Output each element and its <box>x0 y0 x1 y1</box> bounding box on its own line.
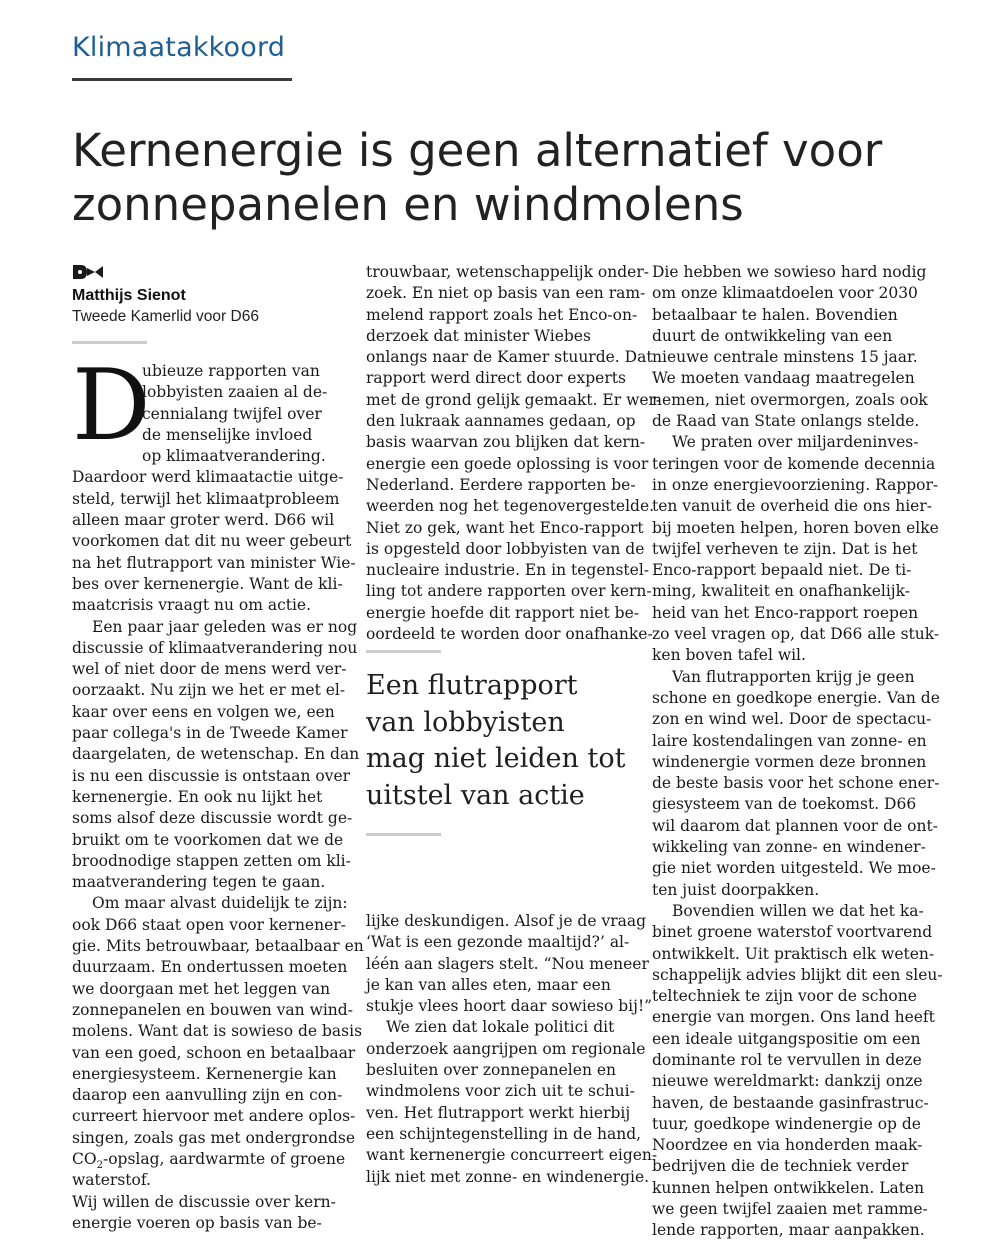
text-line: de beste basis voor het schone ener- <box>652 774 940 793</box>
text-line: laire kostendalingen van zonne- en <box>652 731 927 750</box>
text-line: oorzaakt. Nu zijn we het er met el- <box>72 681 346 700</box>
text-line: kunnen helpen ontwikkelen. Laten <box>652 1178 925 1197</box>
text-line: bruikt om te voorkomen dat we de <box>72 830 344 849</box>
headline <box>72 124 952 232</box>
text-line: zonnepanelen en bouwen van wind- <box>72 1000 353 1019</box>
text-line: trouwbaar, wetenschappelijk onder- <box>366 263 649 281</box>
text-line: energie van morgen. Ons land heeft <box>652 1008 935 1027</box>
text-line: de Raad van State onlangs stelde. <box>652 412 920 431</box>
text-line: binet groene waterstof voortvarend <box>652 923 933 942</box>
text-line: We praten over miljardeninves- <box>672 433 919 452</box>
text-line: een schijntegenstelling in de hand, <box>366 1124 642 1143</box>
text-line: energie een goede oplossing is voor <box>366 454 649 473</box>
text-line: Van flutrapporten krijg je geen <box>672 667 915 686</box>
text-line: lijke deskundigen. Alsof je de vraag <box>366 912 647 930</box>
text-line: paar collega's in de Tweede Kamer <box>72 724 348 743</box>
text-line: waterstof. <box>72 1171 151 1190</box>
text-line: giesysteem van de toekomst. D66 <box>652 795 917 814</box>
pullquote-line: Een flutrapport <box>366 670 578 701</box>
text-line: betaalbaar te halen. Bovendien <box>652 305 898 324</box>
text-line: maatcrisis vraagt nu om actie. <box>72 596 312 615</box>
text-line: ling tot andere rapporten over kern- <box>366 582 652 601</box>
text-line: met de grond gelijk gemaakt. Er wer- <box>366 390 662 409</box>
text-line: Die hebben we sowieso hard nodig <box>652 263 927 281</box>
text-line: lobbyisten zaaien al de- <box>142 383 328 402</box>
author-name: Matthijs Sienot <box>72 287 186 304</box>
text-line: windmolens voor zich uit te schui- <box>366 1082 635 1101</box>
text-line: rapport werd direct door experts <box>366 369 626 388</box>
text-line: in onze energievoorziening. Rappor- <box>652 475 939 494</box>
text-line: Wij willen de discussie over kern- <box>72 1192 336 1211</box>
text-line: dominante rol te vervullen in deze <box>652 1050 922 1069</box>
text-line: ming, kwaliteit en onafhankelijk- <box>652 582 910 601</box>
pullquote-line: mag niet leiden tot <box>366 743 626 774</box>
text-line: Om maar alvast duidelijk te zijn: <box>92 894 348 913</box>
text-line: lende rapporten, maar aanpakken. <box>652 1221 925 1240</box>
text-line: om onze klimaatdoelen voor 2030 <box>652 284 918 303</box>
text-line: na het flutrapport van minister Wie- <box>72 553 356 572</box>
text-line: ten juist doorpakken. <box>652 880 820 899</box>
text-line: kaar over eens en volgen we, een <box>72 702 335 721</box>
text-line: Daardoor werd klimaatactie uitge- <box>72 468 344 487</box>
pullquote-rule-bottom <box>366 833 441 836</box>
text-line: nucleaire industrie. En in tegenstel- <box>366 561 650 580</box>
text-line: ven. Het flutrapport werkt hierbij <box>366 1103 631 1122</box>
text-line: haven, de bestaande gasinfrastruc- <box>652 1093 929 1112</box>
text-line: duurt de ontwikkeling van een <box>652 326 893 345</box>
text-line: Niet zo gek, want het Enco-rapport <box>366 518 644 537</box>
text-line: wel of niet door de mens werd ver- <box>72 660 347 679</box>
text-line: ken boven tafel wil. <box>652 646 806 665</box>
text-line: molens. Want dat is sowieso de basis <box>72 1022 363 1041</box>
headline-line: zonnepanelen en windmolens <box>72 178 744 231</box>
text-line: ontwikkelt. Uit praktisch elk weten- <box>652 944 935 963</box>
text-line: weerden nog het tegenovergestelde. <box>366 497 655 516</box>
text-line: ‘Wat is een gezonde maaltijd?’ al- <box>366 933 630 952</box>
text-line: duurzaam. En ondertussen moeten <box>72 958 348 977</box>
text-line: nemen, niet overmorgen, zoals ook <box>652 390 928 409</box>
text-line: gie niet worden uitgesteld. We moe- <box>652 859 936 878</box>
text-line: want kernenergie concurreert eigen- <box>366 1146 658 1165</box>
text-line: van een goed, schoon en betaalbaar <box>72 1043 356 1062</box>
text-line: we geen twijfel zaaien met ramme- <box>652 1200 928 1219</box>
text-line: bedrijven die de techniek verder <box>652 1157 909 1176</box>
text-line: wil daarom dat plannen voor de ont- <box>652 816 938 835</box>
text-line: tuur, goedkope windenergie op de <box>652 1114 921 1133</box>
text-line: zoek. En niet op basis van een ram- <box>366 284 646 303</box>
text-fragment: -opslag, aardwarmte of groene <box>102 1149 346 1168</box>
article-column-2-top <box>366 262 662 645</box>
text-line: stukje vlees hoort daar sowieso bij!” <box>366 997 653 1016</box>
article-column-2-bottom <box>366 911 658 1188</box>
pullquote-line: uitstel van actie <box>366 779 585 811</box>
text-line: léén aan slagers stelt. “Nou meneer <box>366 954 649 973</box>
text-line: voorkomen dat dit nu weer gebeurt <box>72 532 352 551</box>
pen-nib-icon <box>72 263 104 281</box>
text-line: heid van het Enco-rapport roepen <box>652 603 919 622</box>
text-line: twijfel verheven te zijn. Dat is het <box>652 539 918 558</box>
text-line: op klimaatverandering. <box>142 447 326 466</box>
section-rule <box>72 78 292 81</box>
text-line: daargelaten, de wetenschap. En dan <box>72 745 360 764</box>
text-line: we doorgaan met het leggen van <box>72 979 331 998</box>
text-line: steld, terwijl het klimaatprobleem <box>72 489 340 508</box>
text-line: singen, zoals gas met ondergrondse <box>72 1128 355 1147</box>
text-line: besluiten over zonnepanelen en <box>366 1061 617 1080</box>
text-line: Een paar jaar geleden was er nog <box>92 617 358 636</box>
text-line: derzoek dat minister Wiebes <box>366 326 591 345</box>
text-line: ook D66 staat open voor kernener- <box>72 915 346 934</box>
text-line: basis waarvan zou blijken dat kern- <box>366 433 646 452</box>
text-line: den lukraak aannames gedaan, op <box>366 412 636 431</box>
text-line: ten vanuit de overheid die ons hier- <box>652 497 932 516</box>
text-line: de menselijke invloed <box>142 425 313 444</box>
text-line: Enco-rapport bepaald niet. De ti- <box>652 561 912 580</box>
author-role: Tweede Kamerlid voor D66 <box>72 308 259 325</box>
co2-label: CO <box>72 1149 97 1168</box>
text-line: energie voeren op basis van be- <box>72 1213 322 1232</box>
text-line: daarop een aanvulling zijn en con- <box>72 1086 343 1105</box>
text-line: melend rapport zoals het Enco-on- <box>366 305 638 324</box>
drop-cap: D <box>72 349 151 463</box>
text-line: curreert hiervoor met andere oplos- <box>72 1107 356 1126</box>
text-line: windenergie vormen deze bronnen <box>652 752 927 771</box>
text-line: Nederland. Eerdere rapporten be- <box>366 475 636 494</box>
text-line: maatverandering tegen te gaan. <box>72 873 326 892</box>
text-line-co2 <box>72 1149 352 1170</box>
text-line: bes over kernenergie. Want de kli- <box>72 574 343 593</box>
text-line: onlangs naar de Kamer stuurde. Dat <box>366 348 653 367</box>
text-line: broodnodige stappen zetten om kli- <box>72 851 351 870</box>
headline-line: Kernenergie is geen alternatief voor <box>72 124 883 177</box>
text-line: zon en wind wel. Door de spectacu- <box>652 710 932 729</box>
pullquote <box>366 668 646 814</box>
text-line: bij moeten helpen, horen boven elke <box>652 518 939 537</box>
text-line: ubieuze rapporten van <box>142 362 320 380</box>
article-column-1 <box>72 361 364 1234</box>
text-line: soms alsof deze discussie wordt ge- <box>72 809 353 828</box>
text-line: energie hoefde dit rapport niet be- <box>366 603 639 622</box>
text-line: onderzoek aangrijpen om regionale <box>366 1039 646 1058</box>
text-line: is opgesteld door lobbyisten van de <box>366 539 645 558</box>
text-line: een ideale uitgangspositie om een <box>652 1029 921 1048</box>
text-line: nieuwe wereldmarkt: dankzij onze <box>652 1072 923 1091</box>
text-line: zo veel vragen op, dat D66 alle stuk- <box>652 625 940 644</box>
text-line: teltechniek te zijn voor de schone <box>652 987 917 1006</box>
text-line: We zien dat lokale politici dit <box>386 1018 615 1037</box>
text-line: is nu een discussie is ontstaan over <box>72 766 351 785</box>
section-label: Klimaatakkoord <box>72 32 286 63</box>
text-line: gie. Mits betrouwbaar, betaalbaar en <box>72 937 364 956</box>
text-line: alleen maar groter werd. D66 wil <box>72 511 335 530</box>
text-line: nieuwe centrale minstens 15 jaar. <box>652 348 918 367</box>
text-line: We moeten vandaag maatregelen <box>652 369 915 388</box>
text-line: Bovendien willen we dat het ka- <box>672 901 924 920</box>
article-column-3 <box>652 262 942 1242</box>
text-line: energiesysteem. Kernenergie kan <box>72 1064 337 1083</box>
text-line: schone en goedkope energie. Van de <box>652 688 940 707</box>
text-line: kernenergie. En ook nu lijkt het <box>72 787 323 806</box>
text-line: je kan van alles eten, maar een <box>366 975 611 994</box>
text-line: Noordzee en via honderden maak- <box>652 1136 923 1155</box>
pullquote-rule-top <box>366 650 441 653</box>
byline-rule <box>72 341 147 344</box>
text-line: oordeeld te worden door onafhanke- <box>366 625 653 644</box>
co2-subscript: 2 <box>96 1160 103 1172</box>
pullquote-line: van lobbyisten <box>366 706 565 738</box>
text-line: wikkeling van zonne- en windener- <box>652 838 926 857</box>
text-line: lijk niet met zonne- en windenergie. <box>366 1167 650 1186</box>
text-line: discussie of klimaatverandering nou <box>72 638 358 657</box>
text-line: cennialang twijfel over <box>142 404 322 423</box>
text-line: teringen voor de komende decennia <box>652 454 936 473</box>
text-line: schappelijk advies blijkt dit een sleu- <box>652 965 943 984</box>
